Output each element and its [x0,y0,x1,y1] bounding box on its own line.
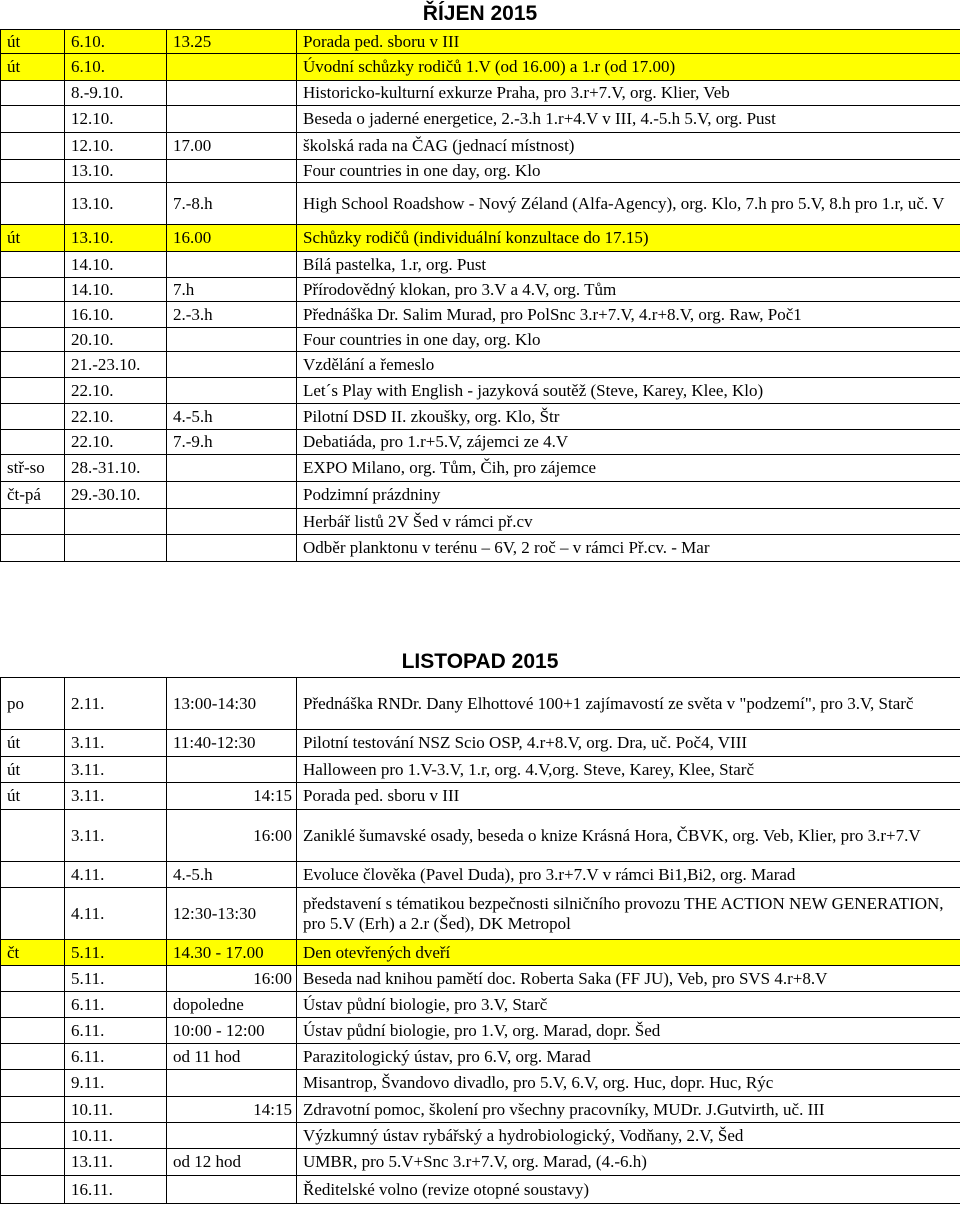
table-row [1,1097,960,1123]
cell-day: út [1,225,65,252]
cell-date: 14.10. [65,278,167,302]
cell-desc: EXPO Milano, org. Tům, Čih, pro zájemce [297,455,960,482]
table-row [1,54,960,81]
cell-date: 2.11. [65,678,167,730]
cell-date: 10.11. [65,1097,167,1123]
table-row [1,757,960,783]
cell-time: 16.00 [167,225,297,252]
table-row [1,535,960,562]
cell-time: 7.-9.h [167,430,297,455]
cell-desc: Pilotní DSD II. zkoušky, org. Klo, Štr [297,404,960,430]
cell-desc: Misantrop, Švandovo divadlo, pro 5.V, 6.V, org. Huc, dopr. Huc, Rýc [297,1070,960,1097]
cell-day [1,1176,65,1204]
cell-desc: Evoluce člověka (Pavel Duda), pro 3.r+7.V v rámci Bi1,Bi2, org. Marad [297,862,960,888]
cell-date: 21.-23.10. [65,352,167,378]
cell-desc: Herbář listů 2V Šed v rámci př.cv [297,509,960,535]
cell-date: 16.10. [65,302,167,328]
table-row [1,81,960,106]
table-row [1,378,960,404]
cell-date: 29.-30.10. [65,482,167,509]
cell-day [1,328,65,352]
cell-day: út [1,783,65,810]
cell-time: dopoledne [167,992,297,1018]
table-row [1,1149,960,1176]
cell-time [167,455,297,482]
cell-day [1,1097,65,1123]
cell-time [167,160,297,183]
cell-desc: představení s tématikou bezpečnosti silničního provozu THE ACTION NEW GENERATION, pro 5.V (Erh) a 2.r (Šed), DK Metropol [297,888,960,940]
cell-desc: Výzkumný ústav rybářský a hydrobiologický, Vodňany, 2.V, Šed [297,1123,960,1149]
cell-date: 6.10. [65,30,167,54]
cell-date: 6.11. [65,992,167,1018]
table-row [1,678,960,730]
table-row [1,430,960,455]
cell-time: 13.25 [167,30,297,54]
cell-date: 5.11. [65,940,167,966]
cell-time: 11:40-12:30 [167,730,297,757]
cell-desc: Ředitelské volno (revize otopné soustavy) [297,1176,960,1204]
cell-time [167,1123,297,1149]
cell-day [1,1044,65,1070]
cell-day [1,966,65,992]
cell-day: po [1,678,65,730]
cell-day [1,509,65,535]
cell-date: 4.11. [65,862,167,888]
cell-day [1,378,65,404]
cell-desc: Historicko-kulturní exkurze Praha, pro 3.r+7.V, org. Klier, Veb [297,81,960,106]
cell-time: 13:00-14:30 [167,678,297,730]
cell-time: 17.00 [167,133,297,160]
cell-date: 22.10. [65,430,167,455]
table-row [1,888,960,940]
cell-desc: Beseda nad knihou pamětí doc. Roberta Saka (FF JU), Veb, pro SVS 4.r+8.V [297,966,960,992]
cell-date: 3.11. [65,757,167,783]
cell-date [65,509,167,535]
cell-day [1,810,65,862]
cell-date [65,535,167,562]
cell-time [167,378,297,404]
table-row [1,455,960,482]
cell-date: 20.10. [65,328,167,352]
cell-desc: Přednáška RNDr. Dany Elhottové 100+1 zajímavostí ze světa v "podzemí", pro 3.V, Starč [297,678,960,730]
cell-time [167,509,297,535]
cell-time: 4.-5.h [167,862,297,888]
cell-date: 6.11. [65,1018,167,1044]
cell-date: 9.11. [65,1070,167,1097]
cell-date: 28.-31.10. [65,455,167,482]
october-schedule-table [0,29,960,562]
cell-day [1,888,65,940]
cell-desc: školská rada na ČAG (jednací místnost) [297,133,960,160]
cell-time [167,328,297,352]
table-row [1,352,960,378]
cell-date: 3.11. [65,730,167,757]
table-row [1,1044,960,1070]
cell-desc: Zaniklé šumavské osady, beseda o knize Krásná Hora, ČBVK, org. Veb, Klier, pro 3.r+7.V [297,810,960,862]
table-row [1,1018,960,1044]
cell-date: 14.10. [65,252,167,278]
table-row [1,30,960,54]
cell-desc: Porada ped. sboru v III [297,30,960,54]
cell-time: 16:00 [167,966,297,992]
cell-date: 5.11. [65,966,167,992]
cell-desc: Ústav půdní biologie, pro 1.V, org. Marad, dopr. Šed [297,1018,960,1044]
table-row [1,106,960,133]
cell-date: 13.10. [65,160,167,183]
cell-desc: Den otevřených dveří [297,940,960,966]
cell-date: 13.11. [65,1149,167,1176]
cell-desc: Let´s Play with English - jazyková soutěž (Steve, Karey, Klee, Klo) [297,378,960,404]
cell-day [1,1018,65,1044]
cell-time [167,1176,297,1204]
cell-desc: Bílá pastelka, 1.r, org. Pust [297,252,960,278]
cell-desc: Halloween pro 1.V-3.V, 1.r, org. 4.V,org. Steve, Karey, Klee, Starč [297,757,960,783]
cell-day [1,352,65,378]
cell-date: 22.10. [65,378,167,404]
table-row [1,225,960,252]
cell-day [1,1149,65,1176]
cell-date: 12.10. [65,106,167,133]
cell-desc: Podzimní prázdniny [297,482,960,509]
cell-time: 14:15 [167,1097,297,1123]
cell-desc: Úvodní schůzky rodičů 1.V (od 16.00) a 1.r (od 17.00) [297,54,960,81]
cell-time: od 12 hod [167,1149,297,1176]
cell-time [167,54,297,81]
cell-desc: Four countries in one day, org. Klo [297,160,960,183]
cell-time [167,352,297,378]
cell-day: út [1,54,65,81]
table-row [1,810,960,862]
table-row [1,940,960,966]
table-row [1,730,960,757]
cell-desc: High School Roadshow - Nový Zéland (Alfa-Agency), org. Klo, 7.h pro 5.V, 8.h pro 1.r, uč. V [297,183,960,225]
cell-time [167,757,297,783]
cell-day [1,81,65,106]
cell-day [1,535,65,562]
table-row [1,783,960,810]
cell-day [1,160,65,183]
october-title: ŘÍJEN 2015 [422,2,538,25]
cell-day: út [1,757,65,783]
table-row [1,862,960,888]
table-row [1,1123,960,1149]
cell-date: 6.11. [65,1044,167,1070]
cell-date: 10.11. [65,1123,167,1149]
table-row [1,404,960,430]
cell-desc: Pilotní testování NSZ Scio OSP, 4.r+8.V, org. Dra, uč. Poč4, VIII [297,730,960,757]
cell-date: 13.10. [65,225,167,252]
cell-day [1,862,65,888]
table-row [1,302,960,328]
cell-time: 7.-8.h [167,183,297,225]
cell-day: čt [1,940,65,966]
cell-day [1,404,65,430]
cell-day: út [1,730,65,757]
table-row [1,252,960,278]
table-row [1,966,960,992]
cell-time [167,252,297,278]
table-row [1,328,960,352]
cell-time: 14:15 [167,783,297,810]
cell-day [1,992,65,1018]
cell-time: 4.-5.h [167,404,297,430]
table-row [1,992,960,1018]
cell-date: 12.10. [65,133,167,160]
cell-desc: Porada ped. sboru v III [297,783,960,810]
cell-day [1,278,65,302]
cell-day [1,1070,65,1097]
cell-day: čt-pá [1,482,65,509]
table-row [1,482,960,509]
cell-time: 7.h [167,278,297,302]
table-row [1,133,960,160]
cell-desc: Přednáška Dr. Salim Murad, pro PolSnc 3.r+7.V, 4.r+8.V, org. Raw, Poč1 [297,302,960,328]
cell-day [1,106,65,133]
cell-day: stř-so [1,455,65,482]
cell-date: 22.10. [65,404,167,430]
cell-time: 16:00 [167,810,297,862]
cell-date: 3.11. [65,783,167,810]
november-schedule-table [0,677,960,1204]
cell-desc: Four countries in one day, org. Klo [297,328,960,352]
cell-day [1,302,65,328]
cell-time [167,81,297,106]
cell-day [1,133,65,160]
cell-desc: Parazitologický ústav, pro 6.V, org. Marad [297,1044,960,1070]
cell-time: 14.30 - 17.00 [167,940,297,966]
table-row [1,509,960,535]
table-row [1,183,960,225]
cell-date: 3.11. [65,810,167,862]
cell-date: 4.11. [65,888,167,940]
cell-day: út [1,30,65,54]
cell-date: 8.-9.10. [65,81,167,106]
cell-time [167,106,297,133]
cell-desc: Vzdělání a řemeslo [297,352,960,378]
cell-time: 12:30-13:30 [167,888,297,940]
table-row [1,1176,960,1204]
table-row [1,278,960,302]
cell-desc: Odběr planktonu v terénu – 6V, 2 roč – v rámci Př.cv. - Mar [297,535,960,562]
cell-time: od 11 hod [167,1044,297,1070]
cell-desc: Ústav půdní biologie, pro 3.V, Starč [297,992,960,1018]
cell-time: 2.-3.h [167,302,297,328]
cell-date: 6.10. [65,54,167,81]
cell-desc: Beseda o jaderné energetice, 2.-3.h 1.r+4.V v III, 4.-5.h 5.V, org. Pust [297,106,960,133]
cell-day [1,183,65,225]
cell-date: 13.10. [65,183,167,225]
november-title: LISTOPAD 2015 [401,650,559,673]
cell-time: 10:00 - 12:00 [167,1018,297,1044]
cell-time [167,535,297,562]
cell-time [167,1070,297,1097]
cell-desc: Debatiáda, pro 1.r+5.V, zájemci ze 4.V [297,430,960,455]
cell-time [167,482,297,509]
table-row [1,1070,960,1097]
cell-desc: Přírodovědný klokan, pro 3.V a 4.V, org. Tům [297,278,960,302]
cell-desc: Zdravotní pomoc, školení pro všechny pracovníky, MUDr. J.Gutvirth, uč. III [297,1097,960,1123]
cell-desc: UMBR, pro 5.V+Snc 3.r+7.V, org. Marad, (4.-6.h) [297,1149,960,1176]
cell-date: 16.11. [65,1176,167,1204]
cell-day [1,252,65,278]
cell-desc: Schůzky rodičů (individuální konzultace do 17.15) [297,225,960,252]
cell-day [1,1123,65,1149]
table-row [1,160,960,183]
cell-day [1,430,65,455]
